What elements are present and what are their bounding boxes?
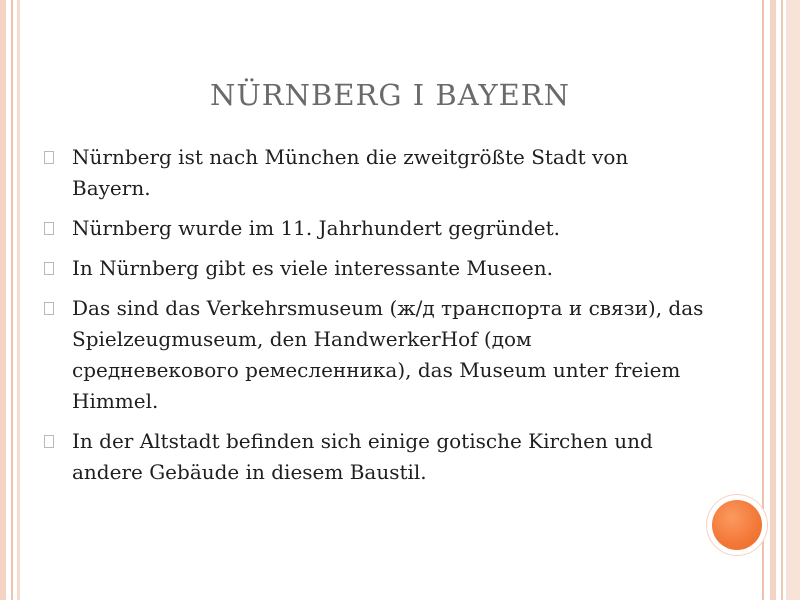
bullet-item — [44, 213, 704, 244]
slide-title: NÜRNBERG I BAYERN — [209, 78, 570, 112]
bullet-item — [44, 253, 704, 284]
bullet-item — [44, 142, 704, 204]
bullet-square-icon — [44, 262, 54, 275]
bullet-text: In der Altstadt befinden sich einige gotische Kirchen und andere Gebäude in diesem Baustil. — [72, 429, 653, 484]
orange-circle-decoration — [712, 500, 762, 550]
bullet-text: Nürnberg wurde im 11. Jahrhundert gegründet. — [72, 216, 561, 240]
bullet-text: Das sind das Verkehrsmuseum (ж/д транспорта и связи), das Spielzeugmuseum, den HandwerkerHof (дом средневекового ремесленника), das Museum unter freiem Himmel. — [72, 296, 704, 413]
right-border-edge — [786, 0, 800, 600]
bullet-text: In Nürnberg gibt es viele interessante Museen. — [72, 256, 553, 280]
bullet-square-icon — [44, 302, 54, 315]
bullet-item — [44, 426, 704, 488]
bullet-list — [44, 142, 704, 497]
left-border-line-inner — [17, 0, 20, 600]
left-border-band — [0, 0, 6, 600]
bullet-item — [44, 293, 704, 417]
bullet-square-icon — [44, 435, 54, 448]
right-border-band — [770, 0, 776, 600]
left-border-line — [11, 0, 13, 600]
bullet-text: Nürnberg ist nach München die zweitgrößte Stadt von Bayern. — [72, 145, 629, 200]
right-border-line — [762, 0, 764, 600]
bullet-square-icon — [44, 151, 54, 164]
bullet-square-icon — [44, 222, 54, 235]
right-border-line-outer — [781, 0, 783, 600]
